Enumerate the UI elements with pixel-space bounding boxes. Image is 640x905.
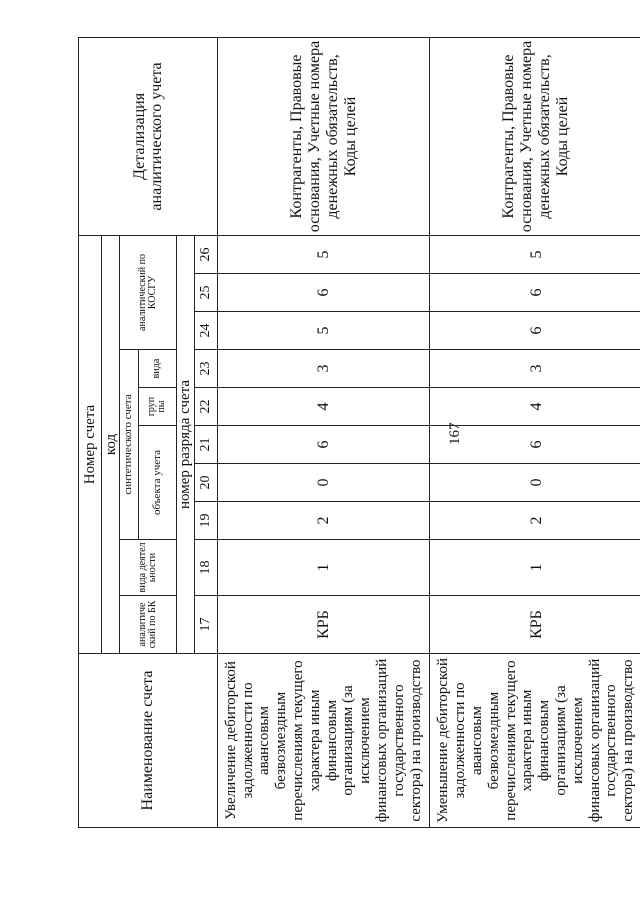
digit-26: 26	[194, 235, 217, 273]
value-24: 6	[430, 312, 640, 350]
digit-19: 19	[194, 502, 217, 540]
header-code: код	[102, 235, 120, 653]
header-object: объекта учета	[138, 426, 176, 540]
value-20: 0	[430, 464, 640, 502]
page-number: 167	[447, 422, 463, 445]
value-21: 6	[430, 426, 640, 464]
value-17: КРБ	[217, 596, 430, 654]
analytic-detail: Контрагенты, Правовые основания, Учетные номера денежных обязательств, Коды целей	[217, 37, 430, 235]
value-25: 6	[430, 274, 640, 312]
account-name: Уменьшение дебиторской задолженности по авансовым безвозмездным перечислениям текущего характера иным финансовым организациям (за исключением финансовых организаций государственного сектора) на производство	[430, 654, 640, 828]
table-row	[217, 37, 430, 827]
value-17: КРБ	[430, 596, 640, 654]
value-18: 1	[217, 540, 430, 596]
value-26: 5	[430, 235, 640, 273]
value-23: 3	[217, 350, 430, 388]
analytic-detail: Контрагенты, Правовые основания, Учетные номера денежных обязательств, Коды целей	[430, 37, 640, 235]
header-analytic-kosgu: аналитический по КОСГУ	[120, 235, 177, 349]
header-account-number: Номер счета	[79, 235, 102, 653]
accounts-table-rotated	[78, 38, 640, 828]
digit-20: 20	[194, 464, 217, 502]
value-21: 6	[217, 426, 430, 464]
value-23: 3	[430, 350, 640, 388]
value-18: 1	[430, 540, 640, 596]
value-22: 4	[217, 388, 430, 426]
value-19: 2	[217, 502, 430, 540]
accounts-table	[78, 37, 640, 828]
header-activity-kind: вида деятел ьности	[120, 540, 177, 596]
value-19: 2	[430, 502, 640, 540]
digit-24: 24	[194, 312, 217, 350]
value-26: 5	[217, 235, 430, 273]
table-row	[430, 37, 640, 827]
header-account-name: Наименование счета	[79, 654, 218, 828]
value-22: 4	[430, 388, 640, 426]
digit-18: 18	[194, 540, 217, 596]
header-digit-number: номер разряда счета	[176, 235, 194, 653]
account-name: Увеличение дебиторской задолженности по авансовым безвозмездным перечислениям текущего характера иным финансовым организациям (за исключением финансовых организаций государственного сектора) на производство	[217, 654, 430, 828]
digit-23: 23	[194, 350, 217, 388]
header-group: груп пы	[138, 388, 176, 426]
digit-22: 22	[194, 388, 217, 426]
value-25: 6	[217, 274, 430, 312]
header-kind: вида	[138, 350, 176, 388]
digit-17: 17	[194, 596, 217, 654]
value-20: 0	[217, 464, 430, 502]
digit-21: 21	[194, 426, 217, 464]
digit-25: 25	[194, 274, 217, 312]
header-detail: Детализация аналитического учета	[79, 37, 218, 235]
value-24: 5	[217, 312, 430, 350]
header-analytic-bk: аналитиче ский по БК	[120, 596, 177, 654]
header-synthetic: синтетического счета	[120, 350, 139, 540]
